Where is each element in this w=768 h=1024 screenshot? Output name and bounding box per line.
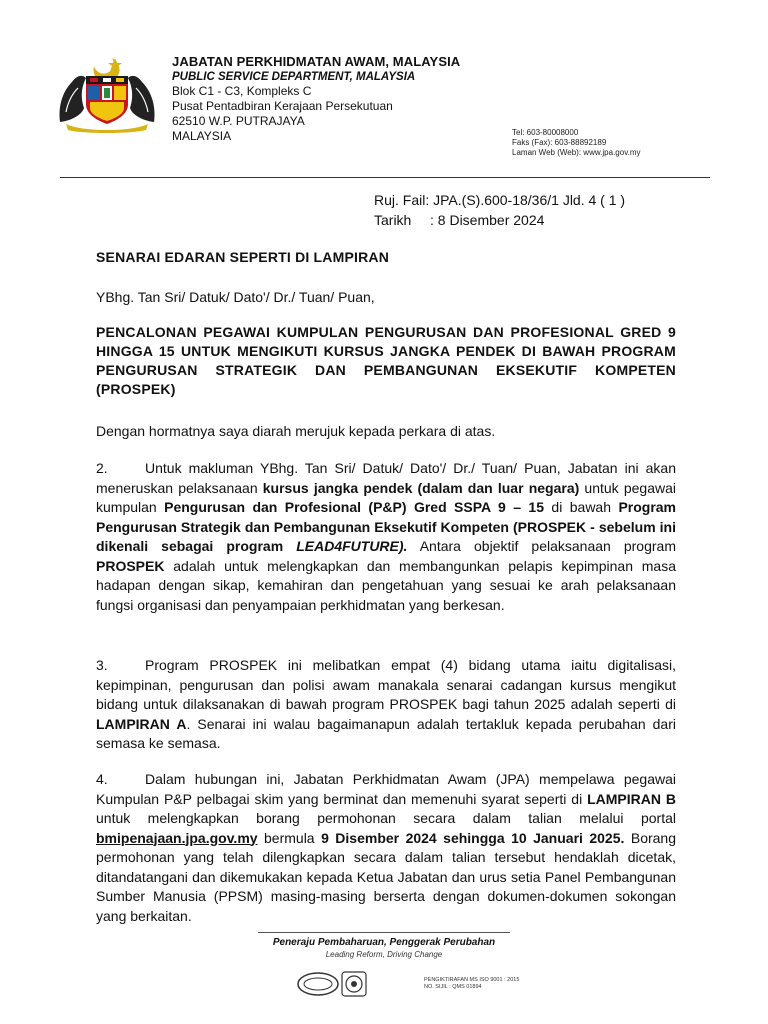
date-row	[374, 210, 625, 230]
text: bermula	[257, 829, 322, 846]
bold-text: LAMPIRAN B	[587, 790, 676, 807]
opening-line: Dengan hormatnya saya diarah merujuk kepada perkara di atas.	[96, 423, 496, 439]
text: Program PROSPEK ini melibatkan empat (4) bidang utama iaitu digitalisasi, kepimpinan, pengurusan dan polisi awam manakala senarai cadangan kursus mengikut bidang untuk dilaksanakan di bawah program PROSPEK bagi tahun 2025 adalah seperti di	[96, 657, 676, 712]
address-line: 62510 W.P. PUTRAJAYA	[172, 114, 305, 128]
text: . Senarai ini walau bagaimanapun adalah tertakluk kepada perubahan dari semasa ke semasa.	[96, 715, 676, 751]
org-name: JABATAN PERKHIDMATAN AWAM, MALAYSIA	[172, 54, 461, 69]
bold-text: Program Pengurusan Strategik dan Pembangunan Eksekutif Kompeten (PROSPEK - sebelum ini dikenali sebagai program	[96, 499, 677, 554]
header-divider	[60, 177, 710, 178]
file-reference: Ruj. Fail: JPA.(S).600-18/36/1 Jld. 4 ( 1 )	[374, 192, 626, 208]
reference-block	[374, 190, 625, 230]
footer-divider	[258, 932, 510, 933]
paragraph-number: 2.	[96, 460, 108, 476]
address-line: Blok C1 - C3, Kompleks C	[172, 84, 312, 98]
text: adalah untuk melengkapkan dan membangunkan pelapis kepimpinan masa hadapan dengan sikap, kemahiran dan pengetahuan yang sesuai ke arah pelaksanaan fungsi organisasi dan penyampaian perkhidmatan yang berkesan.	[96, 557, 676, 613]
text: untuk melengkapkan borang permohonan secara dalam talian melalui portal	[96, 810, 676, 826]
footer-motto	[0, 936, 768, 960]
contact-block	[512, 128, 641, 158]
text: Borang permohonan yang telah dilengkapkan secara dalam talian tersebut hendaklah dicetak, ditandatangani dan dikemukakan kepada Ketua Jabatan dan urus setia Panel Pembangunan Sumber Manusia (PPSM) masing-masing berserta dengan dokumen-dokumen sokongan yang berkaitan.	[96, 829, 677, 924]
portal-link[interactable]: bmipenajaan.jpa.gov.my	[96, 829, 258, 846]
text: Antara objektif pelaksanaan program	[407, 538, 676, 554]
address-line: MALAYSIA	[172, 129, 232, 143]
org-name-english: PUBLIC SERVICE DEPARTMENT, MALAYSIA	[172, 71, 416, 83]
certification-logos	[296, 970, 418, 998]
paragraph-number: 4.	[96, 771, 108, 787]
paragraph-number: 3.	[96, 657, 108, 673]
salutation: YBhg. Tan Sri/ Datuk/ Dato'/ Dr./ Tuan/ Puan,	[96, 289, 375, 305]
date-label: Tarikh	[374, 212, 412, 228]
date-value: : 8 Disember 2024	[430, 212, 545, 228]
address-line: Pusat Pentadbiran Kerajaan Persekutuan	[172, 99, 393, 113]
telephone: Tel: 603-80008000	[512, 128, 579, 137]
bold-text: PROSPEK	[96, 557, 165, 574]
bold-text: LAMPIRAN A	[96, 715, 187, 732]
coat-of-arms-logo	[52, 52, 162, 134]
paragraph-3	[96, 656, 676, 754]
fax: Faks (Fax): 603-88892189	[512, 138, 607, 147]
cert-line: PENGIKTIRAFAN MS ISO 9001 : 2015	[424, 977, 520, 983]
text: untuk pegawai kumpulan	[96, 479, 676, 515]
paragraph-2	[96, 459, 676, 615]
bold-italic-text: LEAD4FUTURE).	[296, 538, 408, 554]
text: Dalam hubungan ini, Jabatan Perkhidmatan Awam (JPA) mempelawa pegawai Kumpulan P&P pelbagai skim yang berminat dan memenuhi syarat seperti di	[96, 771, 676, 807]
bold-text: 9 Disember 2024 sehingga 10 Januari 2025.	[321, 829, 625, 846]
motto-malay: Peneraju Pembaharuan, Penggerak Perubahan	[272, 937, 496, 948]
website: Laman Web (Web): www.jpa.gov.my	[512, 148, 641, 157]
text: di bawah	[544, 499, 619, 515]
text: Untuk makluman YBhg. Tan Sri/ Datuk/ Dato'/ Dr./ Tuan/ Puan, Jabatan ini akan meneruskan pelaksanaan	[96, 460, 676, 496]
motto-english: Leading Reform, Driving Change	[325, 950, 443, 959]
bold-text: Pengurusan dan Profesional (P&P) Gred SSPA 9 – 15	[164, 499, 545, 515]
paragraph-4	[96, 770, 676, 926]
certification-text	[424, 977, 519, 991]
bold-text: kursus jangka pendek (dalam dan luar negara)	[262, 479, 580, 496]
distribution-heading: SENARAI EDARAN SEPERTI DI LAMPIRAN	[96, 249, 390, 265]
subject-heading: PENCALONAN PEGAWAI KUMPULAN PENGURUSAN DAN PROFESIONAL GRED 9 HINGGA 15 UNTUK MENGIKUTI KURSUS JANGKA PENDEK DI BAWAH PROGRAM PENGURUSAN STRATEGIK DAN PEMBANGUNAN EKSEKUTIF KOMPETEN (PROSPEK)	[96, 324, 676, 397]
cert-line: NO. SIJIL : QMS 01894	[424, 984, 482, 990]
